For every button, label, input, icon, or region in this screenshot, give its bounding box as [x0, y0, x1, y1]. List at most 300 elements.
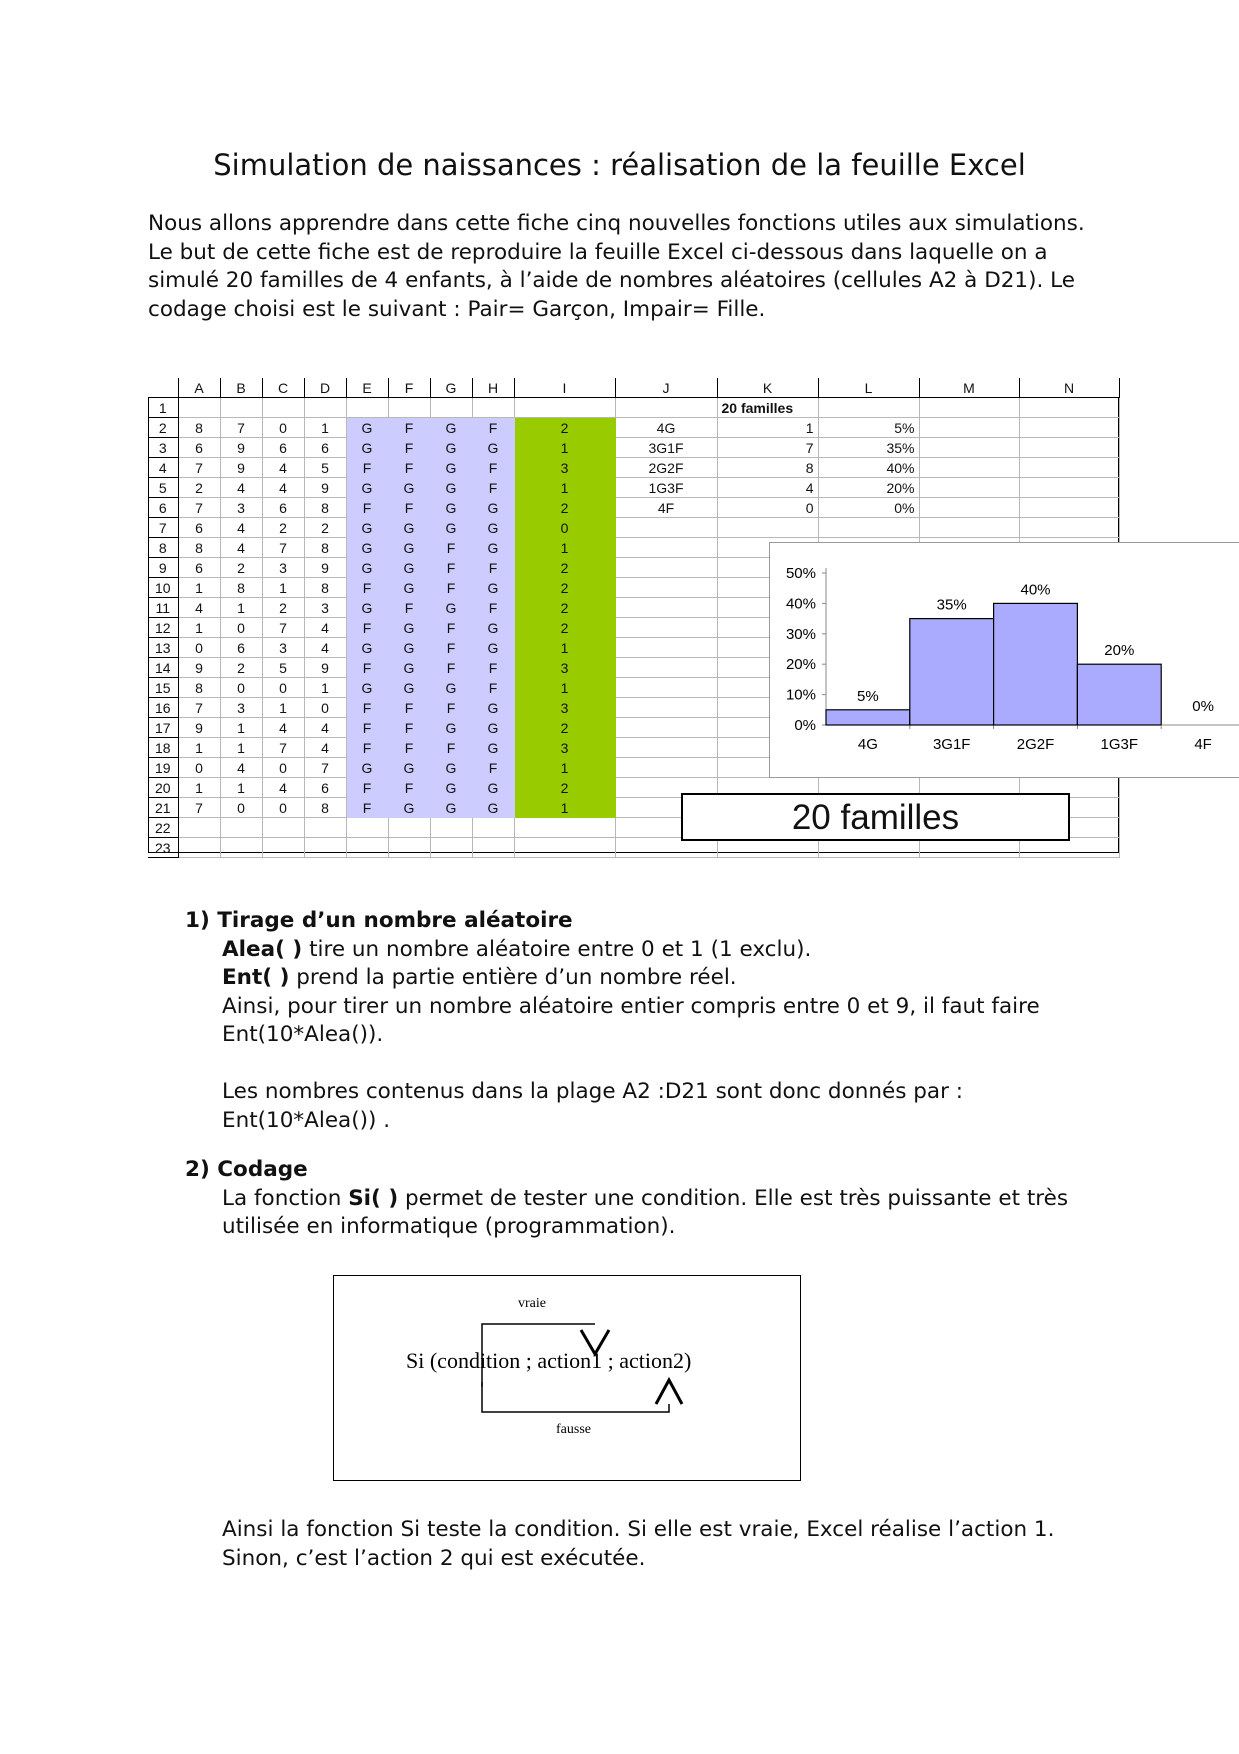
digit-cell: 8	[178, 418, 220, 438]
cell	[615, 738, 717, 758]
girl-count-cell: 1	[514, 438, 615, 458]
column-header: M	[919, 378, 1019, 398]
cell	[818, 518, 919, 538]
digit-cell: 0	[220, 798, 262, 818]
table-row	[148, 398, 1119, 418]
cell	[514, 398, 615, 418]
girl-count-cell: 3	[514, 738, 615, 758]
bar	[910, 619, 994, 725]
cell	[220, 398, 262, 418]
column-header: J	[615, 378, 717, 398]
x-tick-label: 4G	[857, 736, 878, 753]
row-header: 1	[148, 398, 178, 418]
column-header: G	[430, 378, 472, 398]
alea-description: tire un nombre aléatoire entre 0 et 1 (1 exclu).	[302, 936, 812, 962]
data-label: 40%	[1020, 581, 1051, 599]
data-label: 35%	[936, 596, 967, 614]
ent-description: prend la partie entière d’un nombre réel.	[289, 965, 737, 990]
code-cell: G	[388, 658, 430, 678]
cell	[919, 478, 1019, 498]
code-cell: G	[346, 678, 388, 698]
digit-cell: 1	[262, 698, 304, 718]
bar	[1077, 664, 1161, 725]
digit-cell: 4	[220, 538, 262, 558]
digit-cell: 4	[304, 718, 346, 738]
code-cell: G	[430, 478, 472, 498]
fausse-label: fausse	[556, 1422, 591, 1437]
table-row	[148, 418, 1119, 438]
cell	[304, 818, 346, 838]
girl-count-cell: 2	[514, 418, 615, 438]
row-header: 21	[148, 798, 178, 818]
row-header: 16	[148, 698, 178, 718]
cell	[615, 638, 717, 658]
digit-cell: 9	[178, 658, 220, 678]
cell	[220, 838, 262, 858]
digit-cell: 1	[220, 778, 262, 798]
digit-cell: 7	[178, 498, 220, 518]
digit-cell: 8	[304, 498, 346, 518]
digit-cell: 3	[220, 498, 262, 518]
girl-count-cell: 2	[514, 578, 615, 598]
summary-count-cell: 4	[717, 478, 818, 498]
digit-cell: 7	[178, 698, 220, 718]
code-cell: G	[472, 718, 514, 738]
digit-cell: 0	[262, 418, 304, 438]
cell	[919, 418, 1019, 438]
vraie-label: vraie	[518, 1296, 546, 1311]
table-row	[148, 458, 1119, 478]
girl-count-cell: 1	[514, 798, 615, 818]
code-cell: G	[430, 438, 472, 458]
code-cell: F	[346, 578, 388, 598]
digit-cell: 7	[262, 738, 304, 758]
table-row	[148, 478, 1119, 498]
digit-cell: 1	[220, 738, 262, 758]
digit-cell: 2	[262, 518, 304, 538]
code-cell: G	[388, 678, 430, 698]
column-header-row	[148, 378, 1119, 398]
cell	[1019, 458, 1119, 478]
girl-count-cell: 1	[514, 638, 615, 658]
digit-cell: 4	[220, 518, 262, 538]
digit-cell: 7	[178, 798, 220, 818]
girl-count-cell: 1	[514, 478, 615, 498]
cell	[1019, 518, 1119, 538]
code-cell: G	[388, 758, 430, 778]
code-cell: F	[346, 778, 388, 798]
summary-percent-cell: 20%	[818, 478, 919, 498]
code-cell: G	[388, 798, 430, 818]
k1-label-cell: 20 familles	[717, 398, 818, 418]
digit-cell: 6	[262, 498, 304, 518]
digit-cell: 4	[262, 458, 304, 478]
row-header: 18	[148, 738, 178, 758]
y-tick-label: 10%	[785, 686, 816, 704]
cell	[615, 658, 717, 678]
si-text-before: La fonction	[222, 1185, 349, 1211]
cell	[262, 398, 304, 418]
cell	[615, 558, 717, 578]
digit-cell: 9	[220, 458, 262, 478]
summary-label-cell: 2G2F	[615, 458, 717, 478]
cell	[818, 398, 919, 418]
code-cell: G	[388, 518, 430, 538]
code-cell: F	[430, 538, 472, 558]
girl-count-cell: 3	[514, 658, 615, 678]
code-cell: G	[430, 418, 472, 438]
ent-line	[222, 964, 1105, 993]
code-cell: G	[430, 718, 472, 738]
girl-count-cell: 2	[514, 718, 615, 738]
summary-label-cell: 4F	[615, 498, 717, 518]
column-header: B	[220, 378, 262, 398]
code-cell: G	[430, 758, 472, 778]
girl-count-cell: 2	[514, 778, 615, 798]
code-cell: G	[472, 538, 514, 558]
spreadsheet	[148, 378, 1214, 856]
cell	[346, 818, 388, 838]
digit-cell: 4	[304, 618, 346, 638]
section-1-paragraph-3: Ainsi, pour tirer un nombre aléatoire entier compris entre 0 et 9, il faut faire Ent(10*Alea()).	[222, 993, 1040, 1047]
digit-cell: 6	[262, 438, 304, 458]
code-cell: F	[472, 598, 514, 618]
cell	[1019, 438, 1119, 458]
code-cell: G	[388, 558, 430, 578]
y-tick-label: 50%	[785, 565, 816, 582]
girl-count-cell: 3	[514, 458, 615, 478]
digit-cell: 1	[220, 598, 262, 618]
cell	[346, 398, 388, 418]
column-header: K	[717, 378, 818, 398]
code-cell: F	[430, 638, 472, 658]
digit-cell: 1	[178, 618, 220, 638]
cell	[514, 838, 615, 858]
digit-cell: 7	[220, 418, 262, 438]
row-header: 2	[148, 418, 178, 438]
digit-cell: 2	[262, 598, 304, 618]
si-text-after: permet de tester une condition. Elle est très puissante et très utilisée en informatique (programmation).	[222, 1185, 1069, 1239]
code-cell: F	[430, 618, 472, 638]
x-tick-label: 2G2F	[1016, 736, 1055, 753]
digit-cell: 5	[262, 658, 304, 678]
code-cell: F	[472, 758, 514, 778]
digit-cell: 1	[304, 678, 346, 698]
digit-cell: 5	[304, 458, 346, 478]
digit-cell: 0	[262, 758, 304, 778]
cell	[472, 818, 514, 838]
digit-cell: 8	[304, 578, 346, 598]
row-header: 3	[148, 438, 178, 458]
row-header: 5	[148, 478, 178, 498]
code-cell: G	[472, 518, 514, 538]
cell	[346, 838, 388, 858]
digit-cell: 8	[304, 538, 346, 558]
digit-cell: 2	[178, 478, 220, 498]
cell	[304, 838, 346, 858]
cell	[472, 838, 514, 858]
code-cell: F	[472, 458, 514, 478]
summary-percent-cell: 35%	[818, 438, 919, 458]
column-header: E	[346, 378, 388, 398]
cell	[615, 718, 717, 738]
code-cell: G	[346, 538, 388, 558]
code-cell: G	[472, 438, 514, 458]
alea-line	[222, 936, 1105, 965]
table-row	[148, 498, 1119, 518]
code-cell: G	[472, 698, 514, 718]
code-cell: G	[430, 458, 472, 478]
cell	[615, 578, 717, 598]
code-cell: F	[388, 718, 430, 738]
digit-cell: 1	[178, 738, 220, 758]
cell	[919, 498, 1019, 518]
code-cell: F	[346, 698, 388, 718]
summary-label-cell: 3G1F	[615, 438, 717, 458]
code-cell: F	[430, 558, 472, 578]
bar-chart-svg	[770, 543, 1239, 779]
digit-cell: 4	[262, 718, 304, 738]
summary-label-cell: 4G	[615, 418, 717, 438]
x-tick-label: 3G1F	[932, 736, 971, 753]
code-cell: F	[388, 418, 430, 438]
girl-count-cell: 1	[514, 758, 615, 778]
row-header: 14	[148, 658, 178, 678]
row-header: 10	[148, 578, 178, 598]
cell	[220, 818, 262, 838]
ent-function: Ent( )	[222, 965, 290, 990]
section-1	[185, 907, 1105, 1135]
column-header: C	[262, 378, 304, 398]
bar	[826, 710, 910, 725]
cell	[615, 398, 717, 418]
code-cell: F	[430, 738, 472, 758]
digit-cell: 0	[178, 758, 220, 778]
si-formula: Si (condition ; action1 ; action2)	[406, 1348, 692, 1373]
digit-cell: 9	[220, 438, 262, 458]
code-cell: F	[472, 678, 514, 698]
data-label: 5%	[857, 687, 879, 705]
code-cell: G	[388, 538, 430, 558]
column-header: A	[178, 378, 220, 398]
cell	[615, 518, 717, 538]
digit-cell: 8	[178, 538, 220, 558]
conclusion-text: Ainsi la fonction Si teste la condition. Si elle est vraie, Excel réalise l’action 1. Sinon, c’est l’action 2 qui est exécutée.	[222, 1517, 1055, 1571]
cell	[430, 838, 472, 858]
code-cell: F	[388, 778, 430, 798]
summary-percent-cell: 0%	[818, 498, 919, 518]
summary-percent-cell: 40%	[818, 458, 919, 478]
code-cell: G	[388, 638, 430, 658]
digit-cell: 6	[178, 518, 220, 538]
code-cell: G	[430, 518, 472, 538]
code-cell: G	[346, 418, 388, 438]
row-header: 23	[148, 838, 178, 858]
page-title: Simulation de naissances : réalisation de la feuille Excel	[213, 148, 1026, 182]
summary-count-cell: 0	[717, 498, 818, 518]
code-cell: G	[472, 798, 514, 818]
false-arrow-icon	[656, 1380, 682, 1404]
code-cell: F	[430, 578, 472, 598]
cell	[388, 838, 430, 858]
code-cell: G	[472, 498, 514, 518]
digit-cell: 6	[304, 438, 346, 458]
summary-percent-cell: 5%	[818, 418, 919, 438]
code-cell: F	[346, 738, 388, 758]
cell	[919, 518, 1019, 538]
intro-paragraph-1: Nous allons apprendre dans cette fiche cinq nouvelles fonctions utiles aux simulations.	[148, 211, 1085, 236]
column-header: L	[818, 378, 919, 398]
si-description	[222, 1185, 1105, 1242]
cell	[615, 618, 717, 638]
family-count-label: 20 familles	[681, 793, 1070, 841]
intro-paragraph-2: Le but de cette fiche est de reproduire la feuille Excel ci-dessous dans laquelle on a simulé 20 familles de 4 enfants, à l’aide de nombres aléatoires (cellules A2 à D21). Le codage choisi est le suivant : Pair= Garçon, Impair= Fille.	[148, 239, 1075, 322]
row-header: 15	[148, 678, 178, 698]
code-cell: G	[472, 638, 514, 658]
row-header: 20	[148, 778, 178, 798]
code-cell: F	[472, 658, 514, 678]
false-branch-line	[482, 1382, 669, 1412]
code-cell: F	[388, 698, 430, 718]
digit-cell: 3	[262, 558, 304, 578]
column-header: N	[1019, 378, 1119, 398]
row-header: 13	[148, 638, 178, 658]
column-header: F	[388, 378, 430, 398]
code-cell: G	[430, 678, 472, 698]
column-header: D	[304, 378, 346, 398]
digit-cell: 4	[304, 638, 346, 658]
code-cell: G	[430, 598, 472, 618]
y-tick-label: 40%	[785, 595, 816, 613]
code-cell: F	[346, 498, 388, 518]
code-cell: F	[346, 718, 388, 738]
summary-count-cell: 8	[717, 458, 818, 478]
digit-cell: 1	[304, 418, 346, 438]
table-row	[148, 518, 1119, 538]
digit-cell: 1	[220, 718, 262, 738]
code-cell: G	[346, 478, 388, 498]
column-header: H	[472, 378, 514, 398]
digit-cell: 1	[262, 578, 304, 598]
code-cell: F	[388, 498, 430, 518]
code-cell: G	[430, 498, 472, 518]
digit-cell: 0	[262, 798, 304, 818]
row-header: 9	[148, 558, 178, 578]
cell	[178, 818, 220, 838]
digit-cell: 8	[220, 578, 262, 598]
bar	[994, 603, 1078, 725]
digit-cell: 4	[262, 778, 304, 798]
digit-cell: 6	[178, 438, 220, 458]
summary-count-cell: 7	[717, 438, 818, 458]
code-cell: F	[430, 698, 472, 718]
row-header: 4	[148, 458, 178, 478]
digit-cell: 6	[304, 778, 346, 798]
digit-cell: 2	[220, 558, 262, 578]
digit-cell: 0	[220, 618, 262, 638]
cell	[514, 818, 615, 838]
summary-count-cell: 1	[717, 418, 818, 438]
si-diagram	[333, 1275, 801, 1481]
code-cell: G	[346, 518, 388, 538]
girl-count-cell: 2	[514, 498, 615, 518]
section-2	[185, 1156, 1105, 1242]
code-cell: F	[472, 418, 514, 438]
x-tick-label: 4F	[1194, 736, 1212, 753]
code-cell: F	[346, 458, 388, 478]
code-cell: G	[472, 618, 514, 638]
code-cell: G	[346, 558, 388, 578]
digit-cell: 4	[220, 758, 262, 778]
cell	[615, 678, 717, 698]
cell	[1019, 398, 1119, 418]
cell	[262, 838, 304, 858]
code-cell: G	[346, 758, 388, 778]
cell	[615, 598, 717, 618]
y-tick-label: 20%	[785, 656, 816, 674]
code-cell: G	[388, 618, 430, 638]
digit-cell: 1	[178, 778, 220, 798]
cell	[262, 818, 304, 838]
si-function: Si( )	[348, 1185, 399, 1211]
cell	[615, 698, 717, 718]
cell	[178, 838, 220, 858]
digit-cell: 4	[178, 598, 220, 618]
digit-cell: 9	[304, 478, 346, 498]
cell	[430, 398, 472, 418]
code-cell: G	[346, 598, 388, 618]
code-cell: G	[472, 738, 514, 758]
girl-count-cell: 1	[514, 678, 615, 698]
code-cell: G	[346, 438, 388, 458]
digit-cell: 6	[220, 638, 262, 658]
digit-cell: 7	[304, 758, 346, 778]
cell	[178, 398, 220, 418]
cell	[472, 398, 514, 418]
si-diagram-svg	[334, 1276, 802, 1482]
row-header: 6	[148, 498, 178, 518]
section-2-heading: 2) Codage	[185, 1157, 308, 1182]
row-header: 12	[148, 618, 178, 638]
digit-cell: 0	[178, 638, 220, 658]
data-label: 0%	[1192, 698, 1214, 715]
digit-cell: 2	[304, 518, 346, 538]
code-cell: G	[388, 478, 430, 498]
cell	[919, 458, 1019, 478]
code-cell: F	[388, 458, 430, 478]
column-header: I	[514, 378, 615, 398]
digit-cell: 7	[262, 618, 304, 638]
row-header: 8	[148, 538, 178, 558]
section-1-paragraph-4: Les nombres contenus dans la plage A2 :D21 sont donc donnés par : Ent(10*Alea()) .	[222, 1079, 963, 1133]
code-cell: G	[388, 578, 430, 598]
digit-cell: 4	[304, 738, 346, 758]
digit-cell: 0	[220, 678, 262, 698]
digit-cell: 6	[178, 558, 220, 578]
code-cell: F	[388, 738, 430, 758]
code-cell: G	[346, 638, 388, 658]
y-tick-label: 0%	[794, 717, 816, 734]
row-header: 19	[148, 758, 178, 778]
corner-cell	[148, 378, 178, 398]
cell	[919, 398, 1019, 418]
code-cell: F	[472, 558, 514, 578]
y-tick-label: 30%	[785, 625, 816, 643]
code-cell: F	[346, 658, 388, 678]
code-cell: G	[430, 778, 472, 798]
digit-cell: 1	[178, 578, 220, 598]
digit-cell: 9	[304, 658, 346, 678]
